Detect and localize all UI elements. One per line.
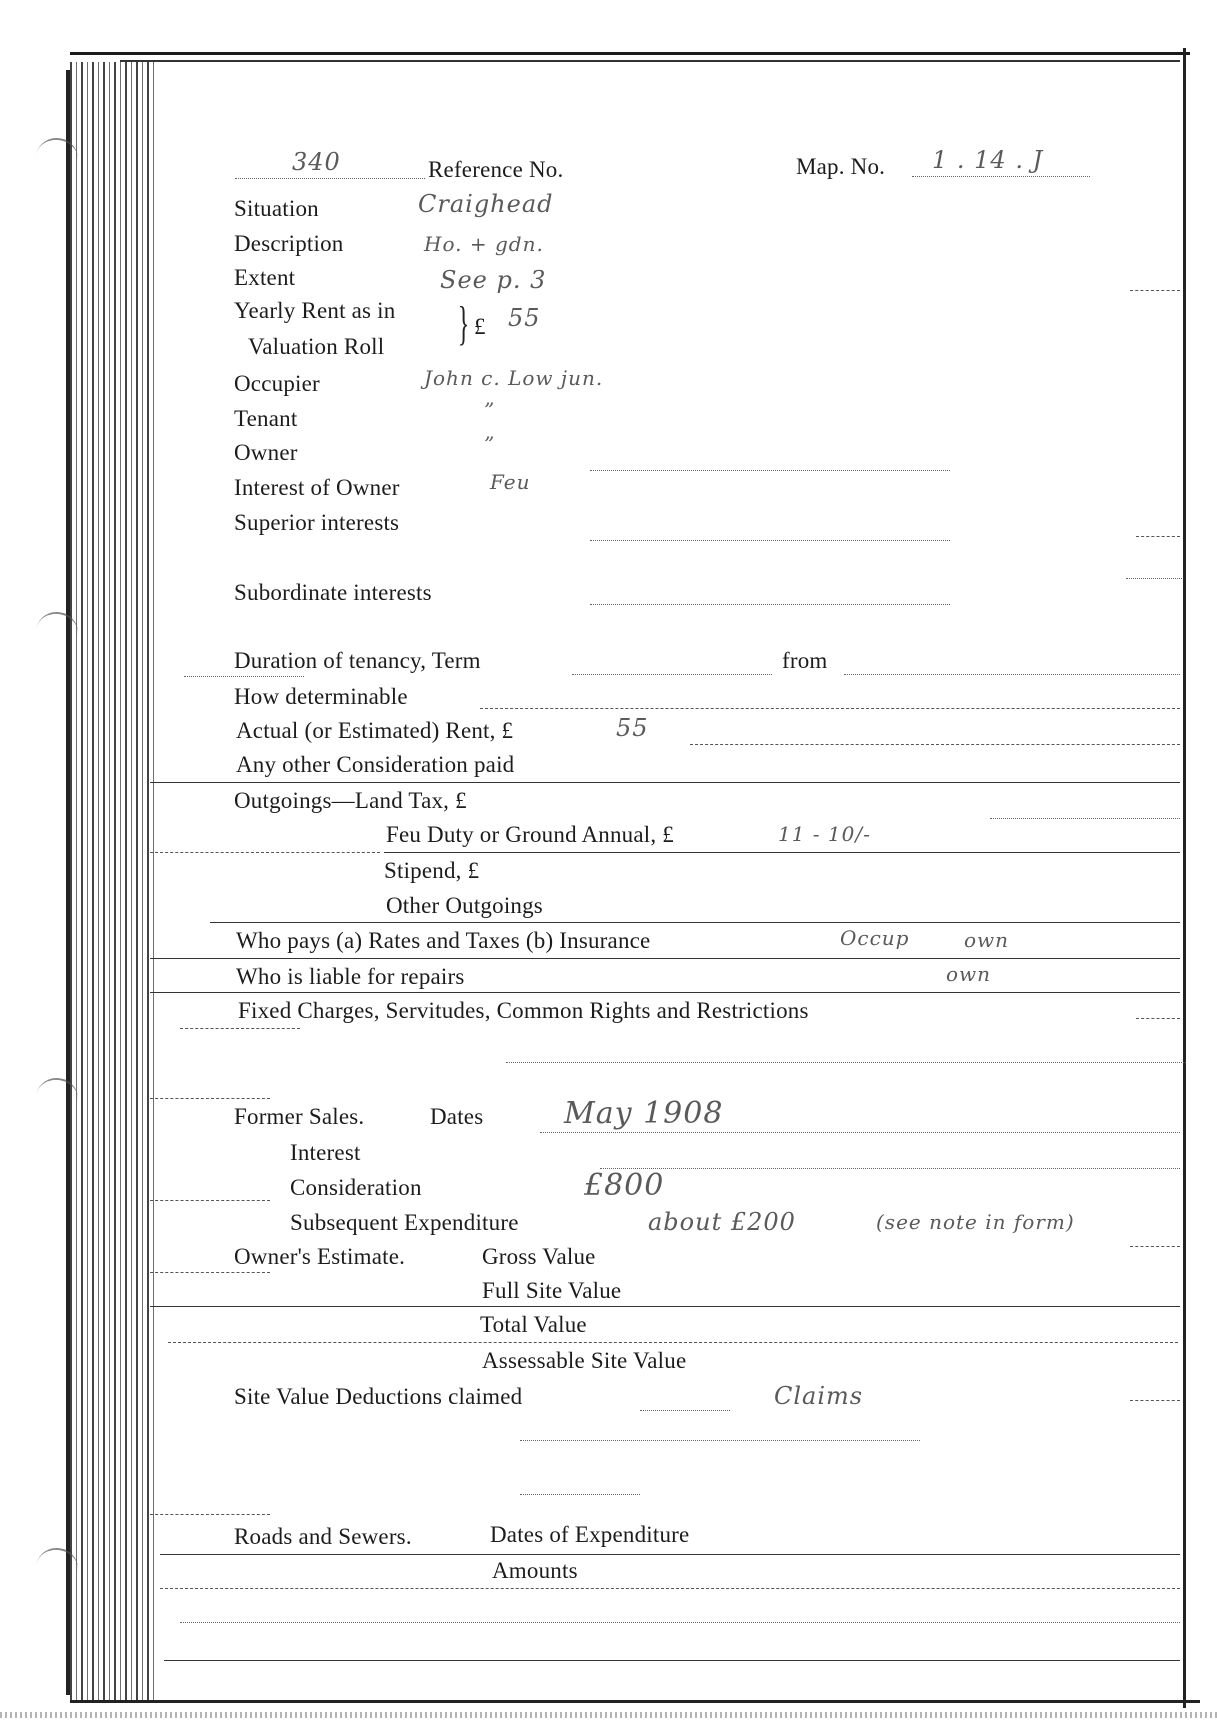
brace-mark: } bbox=[457, 297, 470, 350]
consideration-label: Consideration bbox=[290, 1175, 422, 1200]
page-top-border-inner bbox=[120, 60, 1180, 62]
description-label: Description bbox=[234, 231, 344, 256]
reference-no-value: 340 bbox=[292, 148, 341, 176]
owner-label: Owner bbox=[234, 440, 298, 465]
scan-noise-rule bbox=[150, 1098, 270, 1099]
scan-noise-rule bbox=[150, 1272, 270, 1273]
site-value-deductions-label: Site Value Deductions claimed bbox=[234, 1384, 523, 1409]
fixed-charges-label: Fixed Charges, Servitudes, Common Rights and Restrictions bbox=[238, 998, 809, 1023]
map-no-rule bbox=[912, 176, 1090, 177]
map-no-label: Map. No. bbox=[796, 154, 886, 179]
map-no-value: 1 . 14 . J bbox=[932, 146, 1044, 174]
consideration-value: £800 bbox=[584, 1168, 665, 1203]
subsequent-expenditure-value: about £200 bbox=[648, 1208, 796, 1236]
dates-of-expenditure-label: Dates of Expenditure bbox=[490, 1522, 690, 1547]
situation-value: Craighead bbox=[418, 190, 554, 218]
actual-rent-rule bbox=[690, 744, 1180, 745]
amounts-rule bbox=[160, 1588, 1180, 1589]
tenant-value: ” bbox=[484, 398, 496, 422]
scan-noise-rule bbox=[990, 818, 1180, 819]
scan-noise-rule bbox=[1130, 1400, 1180, 1401]
yearly-rent-value: 55 bbox=[508, 304, 541, 332]
feu-duty-label: Feu Duty or Ground Annual, £ bbox=[386, 822, 674, 847]
scan-noise-rule bbox=[1126, 578, 1182, 579]
interest-of-owner-label: Interest of Owner bbox=[234, 475, 400, 500]
how-determinable-label: How determinable bbox=[234, 684, 408, 709]
amounts-label: Amounts bbox=[492, 1558, 578, 1583]
yearly-rent-currency: £ bbox=[474, 314, 486, 339]
duration-from-label: from bbox=[782, 648, 828, 673]
gross-value-label: Gross Value bbox=[482, 1244, 596, 1269]
from-rule bbox=[844, 674, 1180, 675]
tenant-label: Tenant bbox=[234, 406, 298, 431]
scan-noise-rule bbox=[590, 470, 950, 471]
who-pays-insurance-value: own bbox=[964, 928, 1010, 952]
page-top-border bbox=[70, 52, 1190, 55]
page-bottom-edge bbox=[0, 1712, 1217, 1718]
scan-noise-rule bbox=[150, 1514, 270, 1515]
extent-label: Extent bbox=[234, 265, 296, 290]
scan-noise-rule bbox=[520, 1494, 640, 1495]
who-pays-rule bbox=[150, 958, 1180, 959]
scan-noise-rule bbox=[640, 1410, 730, 1411]
occupier-label: Occupier bbox=[234, 371, 320, 396]
stipend-label: Stipend, £ bbox=[384, 858, 480, 883]
interest-rule bbox=[600, 1168, 1180, 1169]
duration-label: Duration of tenancy, Term bbox=[234, 648, 481, 673]
total-value-label: Total Value bbox=[480, 1312, 587, 1337]
roads-sewers-rule bbox=[160, 1554, 1180, 1555]
scan-noise-rule bbox=[1130, 290, 1180, 291]
page-right-border bbox=[1183, 48, 1186, 1708]
scan-noise-rule bbox=[1136, 536, 1180, 537]
page-stack-binding bbox=[70, 62, 156, 1700]
subsequent-expenditure-note: (see note in form) bbox=[876, 1210, 1075, 1234]
actual-rent-label: Actual (or Estimated) Rent, £ bbox=[236, 718, 514, 743]
extent-value: See p. 3 bbox=[440, 266, 547, 294]
full-site-value-rule bbox=[150, 1306, 1180, 1307]
reference-no-rule bbox=[235, 178, 425, 179]
assessable-site-value-label: Assessable Site Value bbox=[482, 1348, 687, 1373]
bottom-section-rule bbox=[164, 1660, 1180, 1661]
valuation-roll-label: Valuation Roll bbox=[248, 334, 385, 359]
roads-sewers-label: Roads and Sewers. bbox=[234, 1524, 412, 1549]
scan-noise-rule bbox=[180, 1028, 300, 1029]
scan-noise-rule bbox=[590, 540, 950, 541]
section-rule bbox=[184, 676, 304, 677]
site-value-deductions-value: Claims bbox=[774, 1382, 864, 1410]
full-site-value-label: Full Site Value bbox=[482, 1278, 622, 1303]
situation-label: Situation bbox=[234, 196, 319, 221]
feu-duty-rule bbox=[384, 852, 1180, 853]
who-liable-value: own bbox=[946, 962, 992, 986]
scan-noise-rule bbox=[180, 1622, 1180, 1623]
other-outgoings-label: Other Outgoings bbox=[386, 893, 543, 918]
outgoings-end-rule bbox=[210, 922, 1180, 923]
former-sales-label: Former Sales. bbox=[234, 1104, 365, 1129]
former-sales-dates-value: May 1908 bbox=[564, 1096, 724, 1131]
interest-of-owner-value: Feu bbox=[490, 470, 531, 494]
scan-noise-rule bbox=[1136, 1018, 1180, 1019]
superior-interests-label: Superior interests bbox=[234, 510, 400, 535]
feu-duty-value: 11 - 10/- bbox=[778, 822, 871, 846]
yearly-rent-label: Yearly Rent as in bbox=[234, 298, 396, 323]
reference-no-label: Reference No. bbox=[428, 157, 564, 182]
scan-noise-rule bbox=[1130, 1246, 1180, 1247]
scan-noise-rule bbox=[150, 1200, 270, 1201]
who-pays-rates-value: Occup bbox=[840, 926, 910, 950]
fixed-charges-rule bbox=[506, 1062, 1186, 1063]
interest-label: Interest bbox=[290, 1140, 361, 1165]
former-sales-rule bbox=[540, 1132, 1180, 1133]
former-sales-dates-label: Dates bbox=[430, 1104, 484, 1129]
how-determinable-rule bbox=[480, 708, 1180, 709]
actual-rent-value: 55 bbox=[616, 714, 649, 742]
outgoings-rule bbox=[150, 852, 380, 853]
outgoings-section-rule bbox=[150, 782, 1180, 783]
owner-value: ” bbox=[484, 432, 496, 456]
who-liable-label: Who is liable for repairs bbox=[236, 964, 465, 989]
occupier-value: John c. Low jun. bbox=[424, 366, 604, 390]
who-liable-rule bbox=[150, 992, 1180, 993]
subordinate-interests-label: Subordinate interests bbox=[234, 580, 432, 605]
scan-noise-rule bbox=[590, 604, 950, 605]
subsequent-expenditure-label: Subsequent Expenditure bbox=[290, 1210, 519, 1235]
term-rule bbox=[572, 674, 772, 675]
outgoings-label: Outgoings—Land Tax, £ bbox=[234, 788, 467, 813]
owners-estimate-label: Owner's Estimate. bbox=[234, 1244, 406, 1269]
other-consideration-label: Any other Consideration paid bbox=[236, 752, 515, 777]
description-value: Ho. + gdn. bbox=[424, 232, 544, 256]
page-bottom-border bbox=[70, 1700, 1200, 1703]
total-value-rule bbox=[168, 1342, 1178, 1343]
scan-noise-rule bbox=[520, 1440, 920, 1441]
who-pays-label: Who pays (a) Rates and Taxes (b) Insurance bbox=[236, 928, 651, 953]
